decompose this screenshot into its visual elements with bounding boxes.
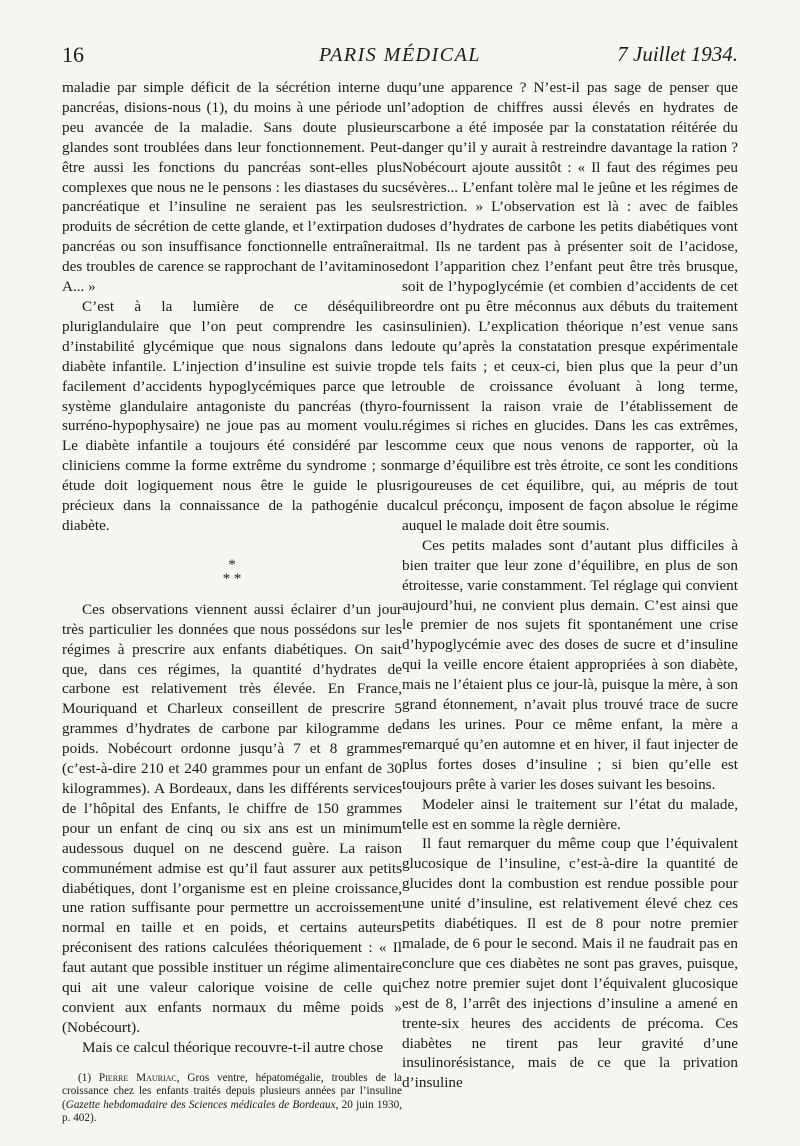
right-column: [402, 78, 738, 1093]
left-column: [62, 78, 402, 1126]
footnote-journal: Gazette hebdomadaire des Sciences médicales de Bordeaux: [65, 1098, 336, 1111]
footnote-author: Pierre Mauriac: [98, 1071, 177, 1084]
footnote-text: , Gros ventre, hépatomégalie, troubles de la croissance chez les enfants traités depuis plusieurs années par l’insuline (: [62, 1071, 402, 1111]
paragraph: qu’une apparence ? N’est-il pas sage de penser que l’adoption de chiffres aussi élevés en hydrates de carbone a été imposée par la constatation réitérée du danger qu’il y aurait à restreindre davantage la ration ? Nobécourt ajoute aussitôt : « Il faut des régimes peu sévères... L’enfant tolère mal le jeûne et les régimes de restriction. » L’observation est là : avec de faibles doses d’hydrates de carbone les petits diabétiques vont mal. Ils ne tardent pas à présenter soit de l’acidose, dont l’apparition chez l’enfant peut être très brusque, soit de l’hypoglycémie (et combien d’accidents de cet ordre ont pu être méconnus aux débuts du traitement insulinien). L’explication théorique n’est venue sans doute qu’après la constatation presque expérimentale de tels faits ; et ceux-ci, bien plus que la peur d’un trouble de croissance évoluant à long terme, fournissent la raison vraie de l’établissement de régimes si riches en glucides. Dans les cas extrêmes, comme ceux que nous venons de rapporter, où la marge d’équilibre est très étroite, ce sont les conditions rigoureuses de cet équilibre, qui, au mépris de tout calcul préconçu, imposent de façon absolue le régime auquel le malade doit être soumis.: [402, 79, 738, 534]
paragraph: C’est à la lumière de ce déséquilibre pluriglandulaire que l’on peut comprendre les cas d’instabilité glycémique que nous signalons dans le diabète infantile. L’injection d’insuline est suivie trop facilement d’accidents hypoglycémiques parce que le système glandulaire antagoniste du pancréas (thyro-surréno-hypophysaire) ne joue pas au moment voulu. Le diabète infantile a toujours été considéré par les cliniciens comme la forme extrême du syndrome ; son étude doit logiquement nous être le guide le plus précieux dans la connaissance de la pathogénie du diabète.: [62, 297, 402, 534]
footnote: [62, 1072, 402, 1126]
asterism-bottom: * *: [222, 570, 242, 587]
section-separator: [62, 558, 402, 586]
paragraph: maladie par simple déficit de la sécrétion interne du pancréas, disions-nous (1), du moins à une période un peu avancée de la maladie. Sans doute plusieurs glandes sont troublées dans leur fonctionnement. Peut-être aussi les fonctions du pancréas sont-elles plus complexes que nous ne le pensons : les diastases du suc pancréatique et l’insuline ne seraient pas les seuls produits de sécrétion de cette glande, et l’extirpation du pancréas ou son insuffisance fonctionnelle entraînerait des troubles de carence se rapprochant de l’avitaminose A... »: [62, 79, 402, 296]
paragraph: Modeler ainsi le traitement sur l’état du malade, telle est en somme la règle dernière.: [402, 795, 738, 833]
paragraph: Ces petits malades sont d’autant plus difficiles à bien traiter que leur zone d’équilibre, en plus de son étroitesse, varie constamment. Tel réglage qui convient aujourd’hui, ne convient plus demain. C’est ainsi que le premier de nos sujets fit spontanément une crise d’hypoglycémie avec des doses de sucre et d’insuline qui la veille encore étaient appropriées à son diabète, mais ne l’étaient plus ce jour-là, puisque la mère, à son grand étonnement, n’avait plus trouvé trace de sucre dans les urines. Pour ce même enfant, la mère a remarqué qu’en automne et en hiver, il faut injecter de plus fortes doses d’insuline ; si bien qu’elle est toujours prête à varier les doses suivant les besoins.: [402, 536, 738, 793]
journal-title: PARIS MÉDICAL: [319, 44, 481, 66]
paragraph: Ces observations viennent aussi éclairer d’un jour très particulier les données que nous possédons sur les régimes à prescrire aux enfants diabétiques. On sait que, dans ces régimes, la quantité d’hydrates de carbone est relativement très élevée. En France, Mouriquand et Charleux conseillent de prescrire 5 grammes d’hydrates de carbone par kilogramme de poids. Nobécourt ordonne jusqu’à 7 et 8 grammes (c’est-à-dire 210 et 240 grammes pour un enfant de 30 kilogrammes). A Bordeaux, dans les différents services de l’hôpital des Enfants, le chiffre de 150 grammes pour un enfant de cinq ou six ans est un minimum audessous duquel on ne descend guère. La raison communément admise est qu’il faut assurer aux petits diabétiques, dont l’organisme est en pleine croissance, une ration suffisante pour permettre un accroissement normal en taille et en poids, et certains auteurs préconisent des rations calculées théoriquement : « Il faut autant que possible instituer un régime alimentaire qui ait une valeur calorique voisine de celle qui convient aux enfants normaux du même poids » (Nobécourt).: [62, 600, 402, 1036]
footnote-marker: (1): [78, 1071, 92, 1084]
paragraph: Il faut remarquer du même coup que l’équivalent glucosique de l’insuline, c’est-à-dire la quantité de glucides dont la combustion est rendue possible pour une unité d’insuline, est relativement élevé chez ces petits diabétiques. Il est de 8 pour notre premier malade, de 6 pour le second. Mais il ne faudrait pas en conclure que ces diabètes ne sont pas graves, puisque, chez notre premier sujet dont l’équivalent glucosique est de 8, l’arrêt des injections d’insuline a amené en trente-six heures des accidents de précoma. Ces diabètes ne tirent pas leur gravité d’une insulinorésistance, mais de ce que la privation d’insuline: [402, 835, 738, 1092]
paragraph: Mais ce calcul théorique recouvre-t-il autre chose: [82, 1038, 384, 1056]
issue-date: 7 Juillet 1934.: [617, 42, 738, 66]
page-number: 16: [62, 42, 84, 67]
asterism-top: *: [228, 556, 236, 573]
footnote-end: , 20 juin 1930, p. 402).: [62, 1098, 403, 1125]
page-header: [62, 42, 738, 72]
